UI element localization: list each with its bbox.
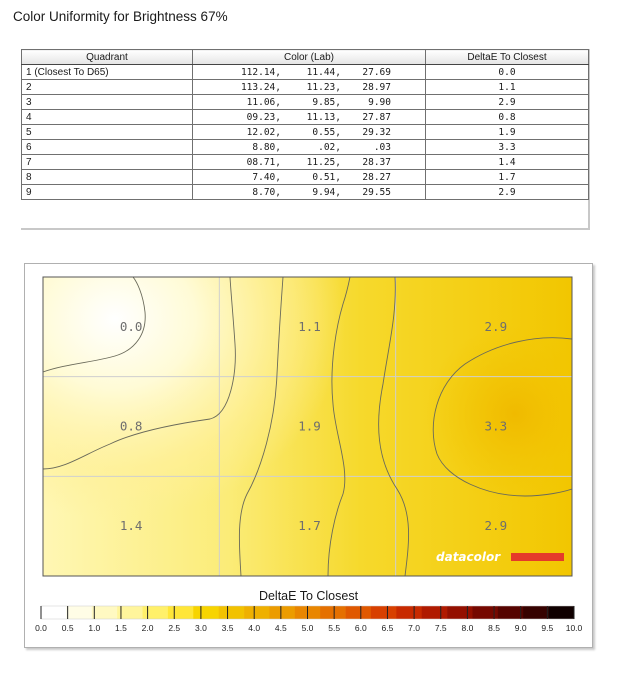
uniformity-chart-panel: [24, 263, 593, 648]
legend-swatch: [219, 606, 245, 619]
lab-cell: [193, 65, 426, 80]
legend-tick-label: 10.0: [565, 623, 583, 633]
lab-l-value: 8.80,: [252, 141, 281, 153]
lab-cell: [193, 80, 426, 95]
quadrant-cell: 4: [22, 110, 193, 125]
legend-swatch: [371, 606, 397, 619]
lab-l-value: 112.14,: [240, 66, 281, 78]
lab-b-value: 28.97: [362, 81, 391, 93]
legend-title: DeltaE To Closest: [258, 589, 359, 603]
legend-tick-label: 7.5: [434, 623, 447, 633]
cell-value-label: 1.9: [298, 418, 321, 434]
legend-swatch: [143, 606, 169, 619]
legend-tick-label: 1.5: [115, 623, 127, 633]
datacolor-logo-bar: [511, 553, 564, 561]
legend-swatch: [193, 606, 219, 619]
table-row: [22, 170, 589, 185]
lab-table: [21, 49, 589, 200]
deltae-cell: 0.0: [426, 65, 589, 80]
datacolor-logo: datacolor: [436, 550, 501, 564]
cell-value-label: 0.0: [119, 318, 143, 334]
deltae-cell: 1.4: [426, 155, 589, 170]
legend-tick-label: 0.5: [61, 623, 74, 633]
lab-l-value: 113.24,: [240, 81, 281, 93]
table-row: [22, 65, 589, 80]
lab-l-value: 8.70,: [252, 186, 281, 198]
page-title: Color Uniformity for Brightness 67%: [13, 9, 228, 24]
quadrant-cell: 6: [22, 140, 193, 155]
legend-tick-label: 6.5: [381, 623, 394, 633]
cell-value-label: 2.9: [484, 318, 508, 334]
lab-l-value: 08.71,: [246, 156, 281, 168]
quadrant-cell: 3: [22, 95, 193, 110]
legend-tick-label: 9.0: [514, 623, 527, 633]
lab-l-value: 09.23,: [246, 111, 281, 123]
legend-tick-label: 5.0: [301, 623, 314, 633]
deltae-cell: 1.9: [426, 125, 589, 140]
table-row: [22, 80, 589, 95]
legend-tick-label: 6.0: [354, 623, 367, 633]
table-row: [22, 125, 589, 140]
lab-b-value: .03: [373, 141, 391, 153]
quadrant-cell: 1 (Closest To D65): [22, 65, 193, 80]
lab-l-value: 7.40,: [252, 171, 281, 183]
lab-l-value: 12.02,: [246, 126, 281, 138]
lab-cell: [193, 140, 426, 155]
column-header-quadrant: Quadrant: [22, 50, 193, 65]
table-row: [22, 155, 589, 170]
legend-tick-label: 3.5: [221, 623, 234, 633]
table-row: [22, 95, 589, 110]
legend-swatch: [549, 606, 575, 619]
lab-a-value: 0.55,: [312, 126, 341, 138]
uniformity-chart: [25, 264, 592, 647]
lab-b-value: 27.87: [362, 111, 391, 123]
deltae-cell: 2.9: [426, 185, 589, 200]
legend-tick-label: 5.5: [328, 623, 341, 633]
legend-swatch: [447, 606, 473, 619]
lab-b-value: 9.90: [368, 96, 391, 108]
legend-swatch: [244, 606, 270, 619]
column-header-color-lab: Color (Lab): [193, 50, 426, 65]
lab-a-value: 9.85,: [312, 96, 341, 108]
legend-swatch: [346, 606, 372, 619]
lab-b-value: 29.55: [362, 186, 391, 198]
legend-swatch: [498, 606, 524, 619]
legend-swatch: [396, 606, 422, 619]
legend-tick-label: 9.5: [541, 623, 554, 633]
quadrant-cell: 8: [22, 170, 193, 185]
table-row: [22, 110, 589, 125]
deltae-cell: 0.8: [426, 110, 589, 125]
legend-tick-label: 1.0: [88, 623, 101, 633]
legend-swatch: [168, 606, 194, 619]
legend-tick-label: 8.0: [461, 623, 474, 633]
column-header-deltae: DeltaE To Closest: [426, 50, 589, 65]
cell-value-label: 3.3: [484, 418, 508, 434]
cell-value-label: 1.4: [119, 518, 143, 534]
legend-tick-label: 0.0: [35, 623, 47, 633]
lab-table-frame: [21, 49, 590, 230]
lab-a-value: 11.23,: [306, 81, 341, 93]
cell-value-label: 0.8: [119, 418, 143, 434]
table-row: [22, 140, 589, 155]
lab-a-value: 9.94,: [312, 186, 341, 198]
lab-l-value: 11.06,: [246, 96, 281, 108]
legend-swatch: [269, 606, 295, 619]
lab-b-value: 27.69: [362, 66, 391, 78]
legend-swatch: [66, 606, 92, 619]
table-header-row: [22, 50, 589, 65]
legend-tick-label: 4.0: [248, 623, 261, 633]
cell-value-label: 1.1: [298, 318, 321, 334]
lab-b-value: 29.32: [362, 126, 391, 138]
legend-tick-label: 2.0: [141, 623, 154, 633]
quadrant-cell: 2: [22, 80, 193, 95]
deltae-cell: 2.9: [426, 95, 589, 110]
quadrant-cell: 9: [22, 185, 193, 200]
quadrant-cell: 7: [22, 155, 193, 170]
cell-value-label: 1.7: [298, 518, 321, 534]
legend-tick-label: 7.0: [408, 623, 421, 633]
lab-cell: [193, 110, 426, 125]
lab-a-value: .02,: [318, 141, 341, 153]
lab-a-value: 11.13,: [306, 111, 341, 123]
deltae-cell: 3.3: [426, 140, 589, 155]
lab-cell: [193, 185, 426, 200]
lab-b-value: 28.37: [362, 156, 391, 168]
legend-tick-label: 2.5: [168, 623, 181, 633]
lab-cell: [193, 125, 426, 140]
table-row: [22, 185, 589, 200]
deltae-cell: 1.1: [426, 80, 589, 95]
deltae-cell: 1.7: [426, 170, 589, 185]
legend-tick-label: 4.5: [274, 623, 287, 633]
lab-a-value: 0.51,: [312, 171, 341, 183]
legend-swatch: [320, 606, 346, 619]
lab-cell: [193, 170, 426, 185]
lab-b-value: 28.27: [362, 171, 391, 183]
lab-a-value: 11.44,: [306, 66, 341, 78]
quadrant-cell: 5: [22, 125, 193, 140]
legend-swatch: [92, 606, 118, 619]
legend-tick-label: 3.0: [194, 623, 207, 633]
lab-cell: [193, 95, 426, 110]
cell-value-label: 2.9: [484, 518, 508, 534]
lab-a-value: 11.25,: [306, 156, 341, 168]
legend-swatch: [422, 606, 448, 619]
legend-swatch: [523, 606, 549, 619]
legend-swatch: [41, 606, 67, 619]
lab-cell: [193, 155, 426, 170]
legend-tick-label: 8.5: [488, 623, 500, 633]
